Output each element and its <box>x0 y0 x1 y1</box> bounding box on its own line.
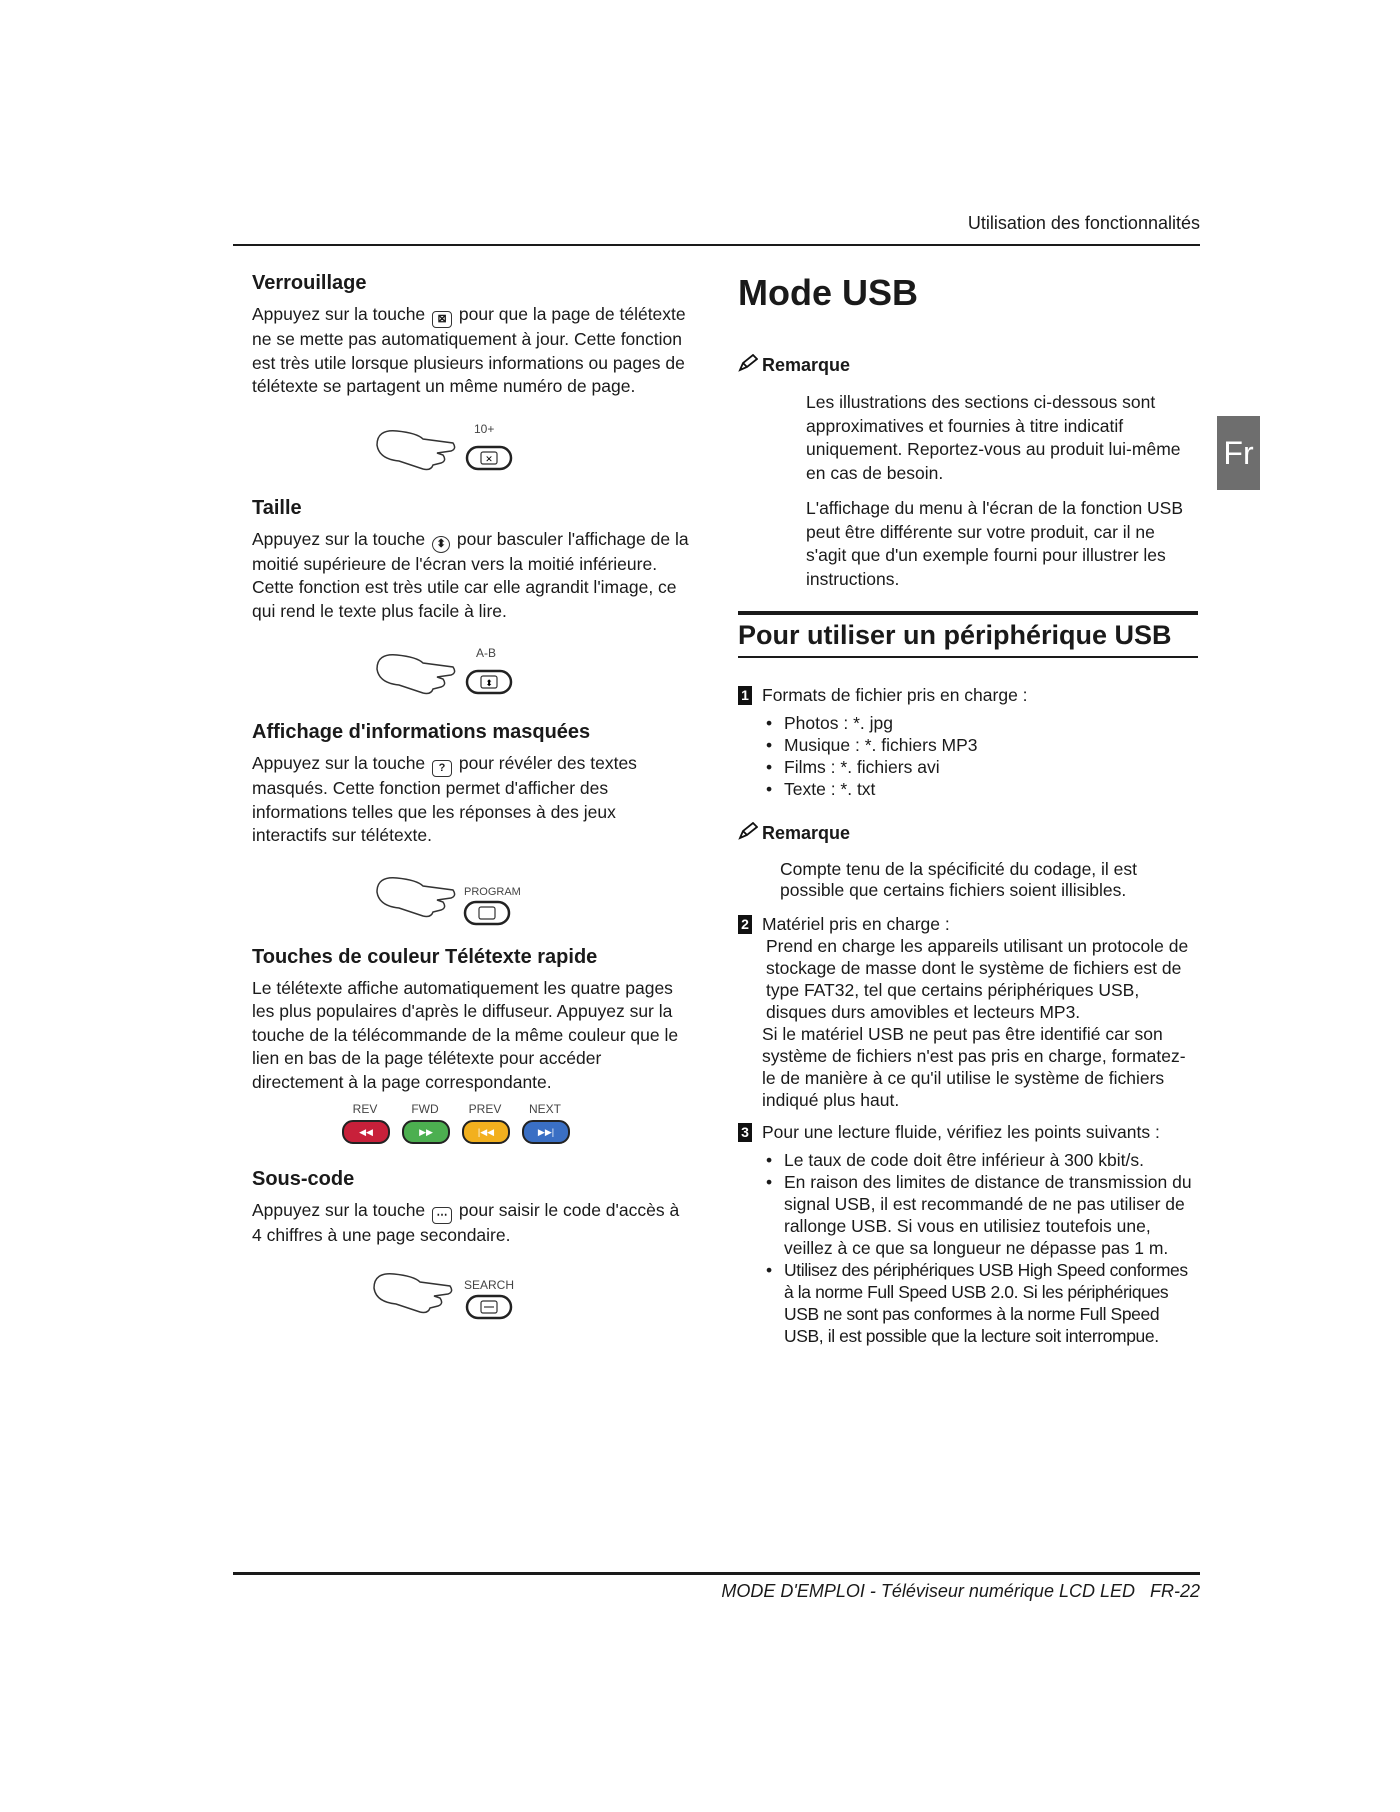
subtitle-rule-bottom <box>738 656 1198 658</box>
note-1-paragraph-1: Les illustrations des sections ci-dessous sont approximatives et fournies à titre indicatif uniquement. Reportez-vous au produit lui-même en cas de besoin. <box>806 392 1181 483</box>
svg-text:✕: ✕ <box>485 454 493 465</box>
next-label: NEXT <box>528 1102 561 1116</box>
pencil-icon <box>738 822 758 845</box>
list-item: • Utilisez des périphériques USB High Speed conformes à la norme Full Speed USB 2.0. Si les périphériques USB ne sont pas conformes à la norme Full Speed USB, il est possible que la lecture soit interrompue. <box>762 1259 1198 1347</box>
numbered-item-2 <box>738 913 1198 1111</box>
number-badge: 1 <box>738 686 752 705</box>
section-title-taille: Taille <box>252 496 302 519</box>
note-2-paragraph: Compte tenu de la spécificité du codage, il est possible que certains fichiers soient illisibles. <box>780 859 1138 900</box>
remote-key-figure-hold <box>252 411 692 483</box>
page-footer: MODE D'EMPLOI - Téléviseur numérique LCD LED FR-22 <box>721 1581 1200 1601</box>
section-title-verrouillage: Verrouillage <box>252 272 367 294</box>
fwd-green-button: ▶▶ <box>402 1120 450 1144</box>
item-1-text: Formats de fichier pris en charge : <box>762 685 1028 705</box>
text-part: Appuyez sur la touche <box>252 304 426 324</box>
hand-pointing-icon <box>252 1260 692 1332</box>
section-title-couleur: Touches de couleur Télétexte rapide <box>252 945 598 968</box>
number-badge: 2 <box>738 915 752 934</box>
pencil-icon <box>738 354 758 377</box>
couleur-text: Le télétexte affiche automatiquement les quatre pages les plus populaires d'après le diffuseur. Appuyez sur la touche de la télécommande de la même couleur que le lien en bas de la page télétexte pour accéder directement à la page correspondante. <box>252 977 679 1092</box>
text-part: Appuyez sur la touche <box>252 528 426 549</box>
text-part: Appuyez sur la touche <box>252 753 426 773</box>
item-2-text-2: Si le matériel USB ne peut pas être identifié car son système de fichiers n'est pas pris en charge, formatez-le de manière à ce qu'il utilise le système de fichiers indiqué plus haut. <box>762 1024 1186 1110</box>
note-label: Remarque <box>762 823 851 843</box>
key-label: PROGRAM <box>464 885 521 898</box>
list-item: • Le taux de code doit être inférieur à 300 kbit/s. <box>762 1149 1198 1171</box>
language-tab: Fr <box>1217 416 1260 490</box>
key-label: SEARCH <box>464 1277 515 1292</box>
hand-pointing-icon <box>252 411 692 483</box>
list-item: • En raison des limites de distance de transmission du signal USB, il est recommandé de ne pas utiliser de rallonge USB. Si vous en utilisiez toutefois une, veillez à ce que sa longueur ne dépasse pas 1 m. <box>762 1171 1198 1259</box>
hand-pointing-icon <box>252 635 692 707</box>
section-title-masquees: Affichage d'informations masquées <box>252 721 591 743</box>
text-part: pour que la page de télétexte ne se mette pas automatiquement à jour. Cette fonction est très utile lorsque plusieurs informations ou pages de télétexte se partagent un même numéro de page. <box>252 304 686 396</box>
taille-text <box>252 528 692 624</box>
file-format-list <box>762 712 1028 800</box>
item-2-text: Prend en charge les appareils utilisant un protocole de stockage de masse dont le système de fichiers est de type FAT32, tel que certains périphériques USB, disques durs amovibles et lecteurs MP3. <box>766 936 1189 1022</box>
running-header: Utilisation des fonctionnalités <box>967 213 1200 233</box>
text-part: pour saisir le code d'accès à 4 chiffres à une page secondaire. <box>252 1200 680 1245</box>
note-1-paragraph-2: L'affichage du menu à l'écran de la fonction USB peut être différente sur votre produit, car il ne s'agit que d'un exemple fourni pour illustrer les instructions. <box>806 498 1184 589</box>
subcode-key-icon: ⋯ <box>432 1207 452 1224</box>
list-item: • Texte : *. txt <box>762 778 1028 800</box>
fwd-label: FWD <box>411 1102 439 1116</box>
item-2-heading: Matériel pris en charge : <box>762 914 950 934</box>
key-label: 10+ <box>474 421 495 436</box>
text-part: Appuyez sur la touche <box>252 1200 426 1220</box>
number-badge: 3 <box>738 1123 752 1142</box>
note-label: Remarque <box>762 355 851 375</box>
prev-yellow-button: |◀◀ <box>462 1120 510 1144</box>
section-title-souscode: Sous-code <box>252 1168 355 1190</box>
remote-key-figure-subcode <box>252 1260 692 1332</box>
item-3-text: Pour une lecture fluide, vérifiez les points suivants : <box>762 1122 1160 1142</box>
rev-label: REV <box>352 1102 378 1116</box>
page-title: Mode USB <box>738 272 918 313</box>
hold-key-icon: ⊠ <box>432 311 452 328</box>
note-heading-1 <box>738 354 1198 377</box>
section-subtitle: Pour utiliser un périphérique USB <box>738 620 1172 650</box>
svg-text:⬍: ⬍ <box>485 679 493 689</box>
verrouillage-text <box>252 303 692 399</box>
right-column <box>738 272 1198 1347</box>
note-heading-2 <box>738 822 1198 845</box>
rev-red-button: ◀◀ <box>342 1120 390 1144</box>
subtitle-rule-top <box>738 611 1198 615</box>
size-key-icon: ⬍ <box>432 536 450 553</box>
numbered-item-1 <box>738 684 1198 800</box>
color-buttons-figure <box>252 1102 692 1150</box>
playback-tips-list <box>762 1149 1198 1347</box>
souscode-text <box>252 1199 692 1248</box>
prev-label: PREV <box>468 1102 502 1116</box>
left-column <box>252 272 692 1346</box>
list-item: • Photos : *. jpg <box>762 712 1028 734</box>
masquees-text <box>252 752 692 848</box>
list-item: • Films : *. fichiers avi <box>762 756 1028 778</box>
remote-key-figure-reveal <box>252 860 692 932</box>
numbered-item-3 <box>738 1121 1198 1347</box>
remote-key-figure-size <box>252 635 692 707</box>
footer-rule <box>233 1572 1200 1575</box>
next-blue-button: ▶▶| <box>522 1120 570 1144</box>
header-rule <box>233 244 1200 246</box>
reveal-key-icon: ? <box>432 760 452 777</box>
key-label: A-B <box>476 646 497 660</box>
text-part: pour révéler des textes masqués. Cette fonction permet d'afficher des informations telles que les réponses à des jeux interactifs sur télétexte. <box>252 753 637 845</box>
list-item: • Musique : *. fichiers MP3 <box>762 734 1028 756</box>
text-part: pour basculer l'affichage de la moitié supérieure de l'écran vers la moitié inférieure. Cette fonction est très utile car elle agrandit l'image, ce qui rend le texte plus facile à lire. <box>252 528 689 621</box>
